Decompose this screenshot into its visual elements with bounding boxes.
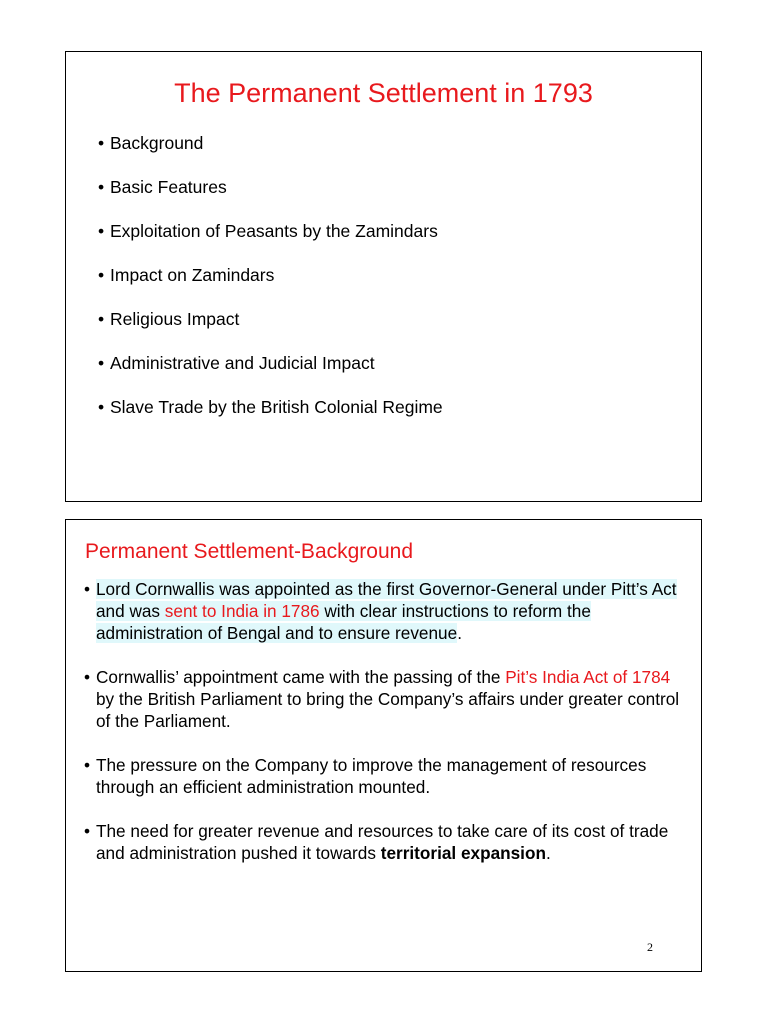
list-item: [98, 176, 443, 220]
bullet-2-text-b: by the British Parliament to bring the Company’s affairs under greater control of the Parliament.: [96, 689, 680, 731]
list-item: [98, 308, 443, 352]
list-item: [84, 666, 687, 732]
page-number: 2: [647, 940, 653, 954]
slide-1: [65, 51, 702, 502]
list-item-label: Slave Trade by the British Colonial Regime: [110, 397, 443, 417]
list-item: [98, 132, 443, 176]
bullet-icon: •: [98, 397, 105, 417]
slide-1-title: The Permanent Settlement in 1793: [174, 78, 593, 108]
bullet-icon: •: [98, 177, 105, 197]
bullet-2-act-name: Pit’s India Act of 1784: [505, 667, 671, 687]
bullet-4-bold-term: territorial expansion: [380, 843, 546, 863]
list-item: [84, 578, 687, 644]
bullet-1-period: .: [457, 623, 462, 643]
bullet-icon: •: [84, 755, 91, 775]
list-item-label: Background: [110, 133, 204, 153]
list-item: [98, 396, 443, 440]
bullet-2-text-a: Cornwallis’ appointment came with the passing of the: [96, 667, 506, 687]
list-item-label: Impact on Zamindars: [110, 265, 275, 285]
bullet-icon: •: [98, 221, 105, 241]
list-item-label: Basic Features: [110, 177, 227, 197]
bullet-1-text-b: with clear instructions to reform the administration of Bengal and to ensure revenue: [96, 601, 591, 643]
list-item: [84, 820, 687, 864]
list-item: [98, 264, 443, 308]
slide-1-bullet-list: [98, 132, 443, 440]
bullet-icon: •: [84, 821, 91, 841]
bullet-3-text: The pressure on the Company to improve the management of resources through an efficient administration mounted.: [96, 755, 647, 797]
slide-2-title: Permanent Settlement-Background: [85, 540, 414, 563]
list-item: [98, 220, 443, 264]
slide-2-bullet-list: [84, 578, 687, 864]
list-item-label: Administrative and Judicial Impact: [110, 353, 375, 373]
slide-2: [65, 519, 702, 972]
bullet-icon: •: [98, 353, 105, 373]
list-item-label: Religious Impact: [110, 309, 240, 329]
bullet-1-text-a: Lord Cornwallis was appointed as the first Governor-General under Pitt’s Act and was: [96, 579, 677, 621]
list-item-label: Exploitation of Peasants by the Zamindars: [110, 221, 438, 241]
bullet-icon: •: [98, 309, 105, 329]
bullet-4-text-a: The need for greater revenue and resources to take care of its cost of trade and administration pushed it towards: [96, 821, 669, 863]
bullet-icon: •: [98, 133, 105, 153]
bullet-icon: •: [84, 667, 91, 687]
bullet-icon: •: [84, 579, 91, 599]
bullet-4-period: .: [545, 843, 551, 863]
list-item: [98, 352, 443, 396]
list-item: [84, 754, 687, 798]
bullet-icon: •: [98, 265, 105, 285]
bullet-1-highlight-date: sent to India in 1786: [164, 601, 320, 621]
